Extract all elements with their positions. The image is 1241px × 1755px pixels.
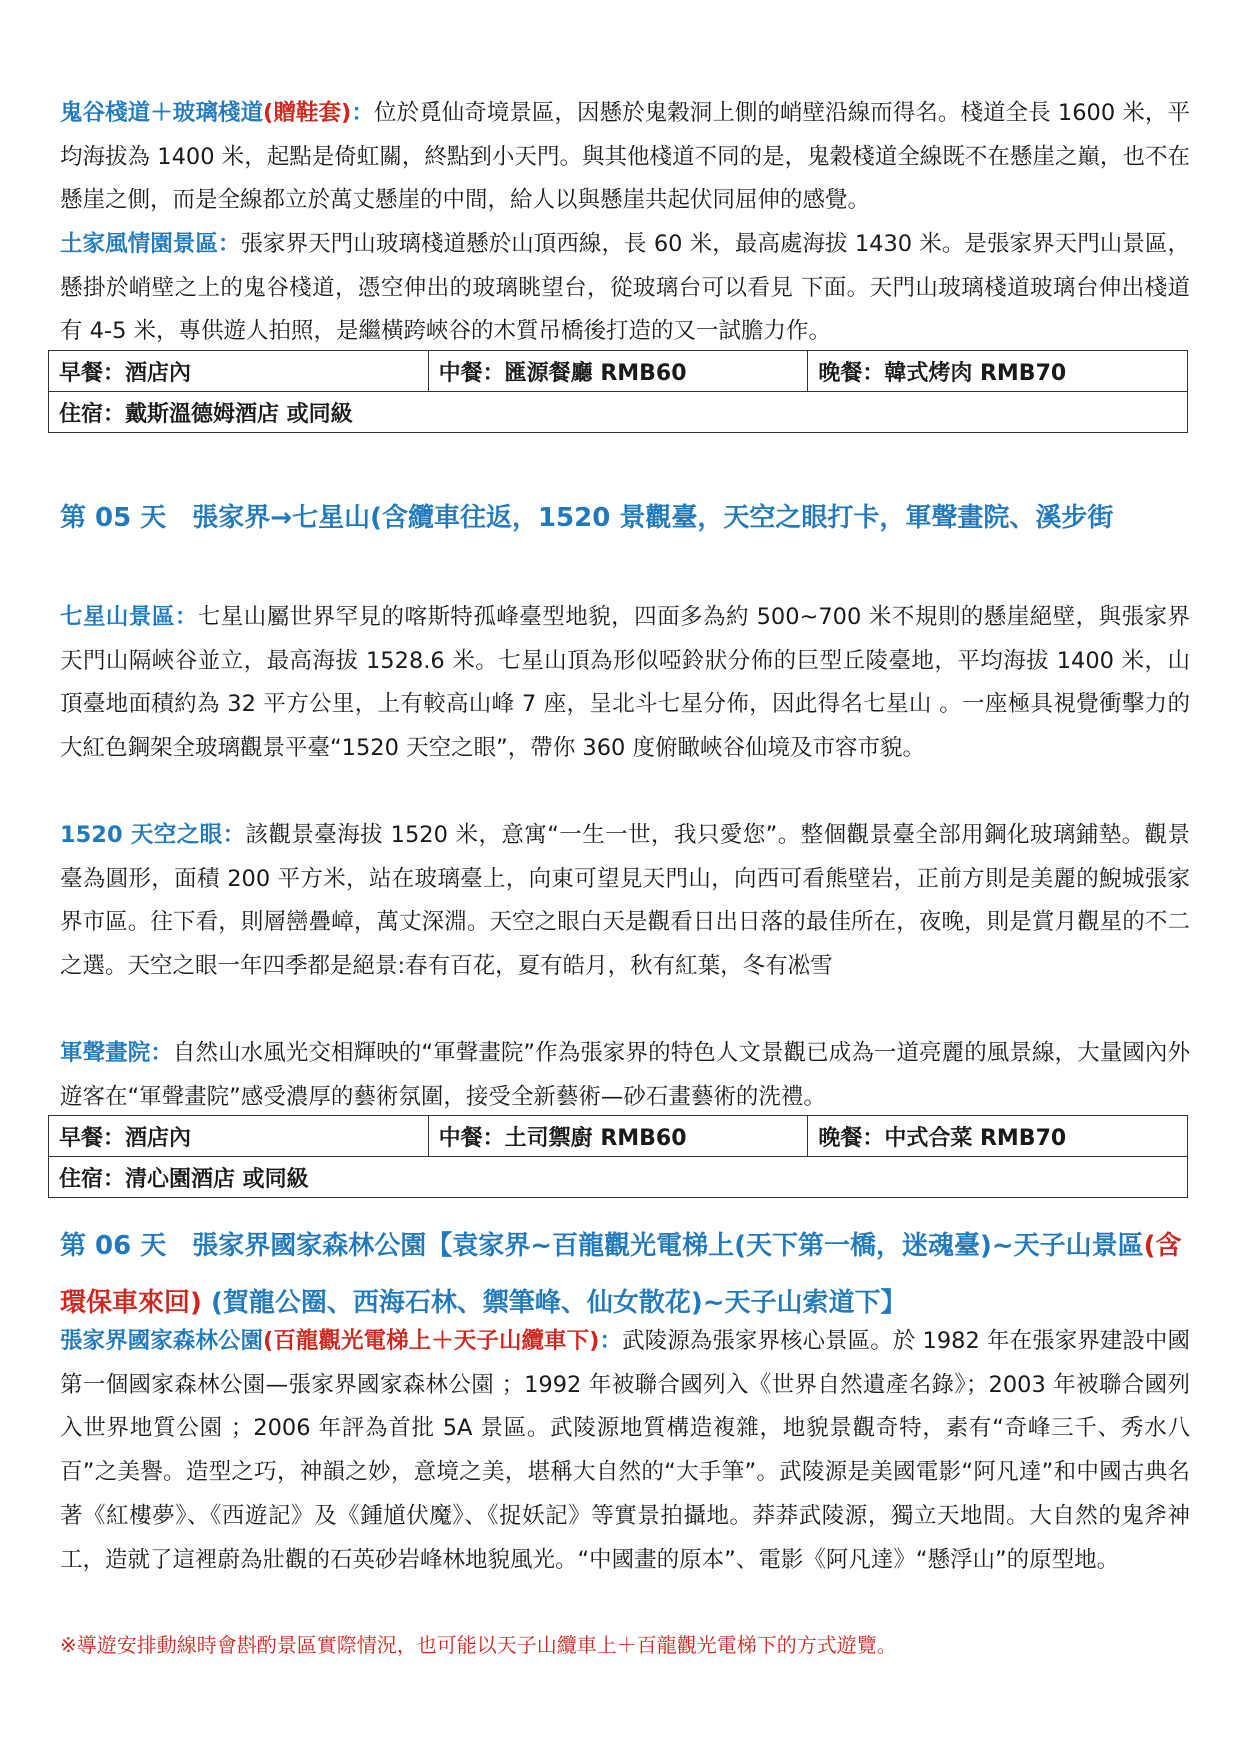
attraction-label: 張家界國家森林公園 xyxy=(60,1328,264,1354)
attraction-label-colon: ： xyxy=(599,1328,623,1354)
attraction-forest-park xyxy=(60,1320,1190,1582)
day6-heading xyxy=(60,1218,1190,1332)
meal-table-day5 xyxy=(48,1115,1188,1198)
lunch-cell: 中餐：匯源餐廳 RMB60 xyxy=(428,351,808,392)
attraction-glass-plank-road xyxy=(60,92,1190,223)
attraction-description: 該觀景臺海拔 1520 米，意寓“一生一世，我只愛您”。整個觀景臺全部用鋼化玻璃鋪墊。觀景臺為圓形，面積 200 平方米，站在玻璃臺上，向東可望見天門山，向西可看熊壁岩，正前方則是美麗的鯢城張家界市區。往下看，則層巒疊嶂，萬丈深淵。天空之眼白天是觀看日出日落的最佳所在，夜晚，則是賞月觀星的不二之選。天空之眼一年四季都是絕景:春有百花，夏有皓月，秋有紅葉，冬有凇雪 xyxy=(60,822,1190,980)
attraction-junsheng-gallery xyxy=(60,1032,1190,1119)
lunch-cell: 中餐：土司禦廚 RMB60 xyxy=(428,1116,808,1157)
attraction-tujia-park xyxy=(60,223,1190,354)
breakfast-cell: 早餐：酒店內 xyxy=(49,351,429,392)
dinner-cell: 晚餐：中式合菜 RMB70 xyxy=(808,1116,1188,1157)
attraction-qixing-mountain xyxy=(60,596,1190,771)
attraction-label-bonus: (贈鞋套) xyxy=(263,100,352,126)
breakfast-cell: 早餐：酒店內 xyxy=(49,1116,429,1157)
day6-heading-shuttle: (含環保車來回) xyxy=(60,1231,1182,1318)
day6-heading-tail: (賀龍公圈、西海石林、禦筆峰、仙女散花)~天子山索道下】 xyxy=(201,1288,907,1318)
attraction-label: 1520 天空之眼： xyxy=(60,822,246,848)
attraction-label: 軍聲畫院： xyxy=(60,1040,173,1066)
day6-heading-main: 第 06 天 張家界國家森林公園【袁家界~百龍觀光電梯上(天下第一橋，迷魂臺)~天子山景區 xyxy=(60,1231,1144,1261)
attraction-sky-eye xyxy=(60,814,1190,989)
lodging-cell: 住宿：清心園酒店 或同級 xyxy=(49,1157,1188,1198)
attraction-description: 位於覓仙奇境景區，因懸於鬼穀洞上側的峭壁沿線而得名。棧道全長 1600 米，平均海拔為 1400 米，起點是倚虹關，終點到小天門。與其他棧道不同的是，鬼穀棧道全線既不在懸崖之巔，也不在懸崖之側，而是全線都立於萬丈懸崖的中間，給人以與懸崖共起伏同屈伸的感覺。 xyxy=(60,100,1190,214)
meal-table-day4 xyxy=(48,350,1188,433)
attraction-label-colon: ： xyxy=(351,100,374,126)
guide-note: ※導遊安排動線時會斟酌景區實際情況，也可能以天子山纜車上＋百龍觀光電梯下的方式遊覽。 xyxy=(60,1633,897,1657)
attraction-description: 七星山屬世界罕見的喀斯特孤峰臺型地貌，四面多為約 500~700 米不規則的懸崖絕壁，與張家界天門山隔峽谷並立，最高海拔 1528.6 米。七星山頂為形似啞鈴狀分佈的巨型丘陵臺地，平均海拔 1400 米，山頂臺地面積約為 32 平方公里，上有較高山峰 7 座，呈北斗七星分佈，因此得名七星山 。一座極具視覺衝擊力的大紅色鋼架全玻璃觀景平臺“1520 天空之眼”，帶你 360 度俯瞰峽谷仙境及市容市貌。 xyxy=(60,604,1190,762)
lodging-cell: 住宿：戴斯溫德姆酒店 或同級 xyxy=(49,392,1188,433)
attraction-label: 七星山景區： xyxy=(60,604,198,630)
day5-heading: 第 05 天 張家界→七星山(含纜車往返，1520 景觀臺，天空之眼打卡，軍聲畫院、溪步街 xyxy=(60,503,1114,533)
attraction-label: 鬼谷棧道＋玻璃棧道 xyxy=(60,100,264,126)
dinner-cell: 晚餐：韓式烤肉 RMB70 xyxy=(808,351,1188,392)
attraction-label: 土家風情園景區： xyxy=(60,231,241,257)
attraction-description: 武陵源為張家界核心景區。於 1982 年在張家界建設中國第一個國家森林公園—張家界國家森林公園 ；1992 年被聯合國列入《世界自然遺產名錄》；2003 年被聯合國列入世界地質公園 ；2006 年評為首批 5A 景區。武陵源地質構造複雜，地貌景觀奇特，素有“奇峰三千、秀水八百”之美譽。造型之巧，神韻之妙，意境之美，堪稱大自然的“大手筆”。武陵源是美國電影“阿凡達”和中國古典名著《紅樓夢》、《西遊記》及《鍾馗伏魔》、《捉妖記》等實景拍攝地。莽莽武陵源，獨立天地間。大自然的鬼斧神工，造就了這裡蔚為壯觀的石英砂岩峰林地貌風光。“中國畫的原本”、電影《阿凡達》“懸浮山”的原型地。 xyxy=(60,1328,1190,1573)
attraction-description: 自然山水風光交相輝映的“軍聲畫院”作為張家界的特色人文景觀已成為一道亮麗的風景線，大量國內外遊客在“軍聲畫院”感受濃厚的藝術氛圍，接受全新藝術—砂石畫藝術的洗禮。 xyxy=(60,1040,1190,1110)
attraction-description: 張家界天門山玻璃棧道懸於山頂西線，長 60 米，最高處海拔 1430 米。是張家界天門山景區，懸掛於峭壁之上的鬼谷棧道，憑空伸出的玻璃眺望台，從玻璃台可以看見 下面。天門山玻璃棧道玻璃台伸出棧道有 4-5 米，專供遊人拍照，是繼橫跨峽谷的木質吊橋後打造的又一試膽力作。 xyxy=(60,231,1190,345)
attraction-label-route: (百龍觀光電梯上＋天子山纜車下) xyxy=(263,1328,600,1354)
